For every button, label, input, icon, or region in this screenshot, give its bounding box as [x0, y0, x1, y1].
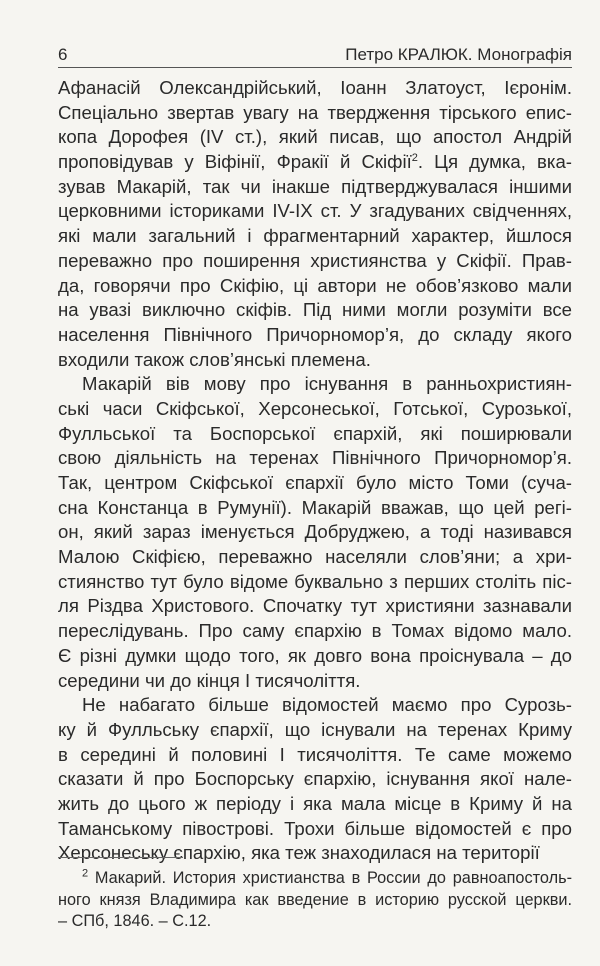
text-line [58, 76, 572, 101]
line-text: жить до цього ж періоду і яка мала місце в Криму й на [58, 792, 572, 814]
text-line [58, 249, 572, 274]
text-line [58, 101, 572, 126]
text-line [58, 817, 572, 842]
line-text: Фулльської та Боспорської єпархій, які поширювали [58, 422, 572, 444]
text-line [58, 792, 572, 817]
text-line [58, 125, 572, 150]
line-text: Херсонеську єпархію, яка теж знаходилася на території [58, 842, 540, 864]
text-line [58, 743, 572, 768]
text-line [58, 175, 572, 200]
line-text: Афанасій Олександрійський, Іоанн Златоуст, Ієронім. [58, 77, 572, 98]
text-line [58, 693, 572, 718]
text-line [58, 397, 572, 422]
footnote-line [58, 890, 572, 912]
line-text: Макарій вів мову про існування в ранньохристиян- [82, 373, 572, 395]
body-text [58, 76, 572, 866]
text-line [58, 619, 572, 644]
text-line [58, 348, 572, 373]
paragraph [58, 372, 572, 693]
line-text: на увазі виключно скіфів. Під ними могли розуміти все [58, 299, 572, 321]
text-line [58, 372, 572, 397]
line-text: Таманському півострові. Трохи більше відомостей є про [58, 817, 572, 839]
line-text: проповідував у Віфінії, Фракії й Скіфії [58, 151, 412, 173]
footnote-reference: 2 [411, 151, 418, 164]
text-line [58, 422, 572, 447]
line-text: . Ця думка, вка- [417, 151, 572, 173]
text-line [58, 545, 572, 570]
line-text: церковними істориками IV-IX ст. У згадуваних свідченнях, [58, 200, 572, 222]
text-line [58, 570, 572, 595]
text-line [58, 471, 572, 496]
line-text: переважно про поширення християнства у Скіфії. Прав- [58, 249, 572, 271]
paragraph [58, 693, 572, 866]
text-line [58, 718, 572, 743]
line-text: свою діяльність на теренах Північного Причорномор’я. [58, 447, 572, 469]
line-text: Є різні думки щодо того, як довго вона проіснувала – до [58, 644, 572, 666]
footnote-line [58, 868, 572, 890]
line-text: Не набагато більше відомостей маємо про Сурозь- [82, 694, 572, 716]
text-line [58, 224, 572, 249]
line-text: сна Констанцa в Румунії). Макарій вважав, що цей регі- [58, 496, 572, 518]
footnote-text: – СПб, 1846. – С.12. [58, 912, 212, 930]
line-text: зував Макарій, так чи інакше підтверджувалася іншими [58, 175, 572, 197]
line-text: стиянство тут було відоме буквально з перших століть піс- [58, 570, 572, 592]
line-text: ля Різдва Христового. Спочатку тут християни зазнавали [58, 595, 572, 617]
line-text: входили також слов’янські племена. [58, 348, 371, 370]
text-line [58, 298, 572, 323]
text-line [58, 669, 572, 694]
footnote-divider [58, 857, 183, 858]
line-text: населення Північного Причорномор’я, до складу якого [58, 323, 572, 345]
line-text: переслідувань. Про саму єпархію в Томах відомо мало. [58, 620, 572, 642]
line-text: копа Дорофея (IV ст.), який писав, що апостол Андрій [58, 126, 572, 148]
paragraph [58, 76, 572, 372]
page-number: 6 [58, 45, 68, 64]
line-text: да, говорячи про Скіфію, ці автори не обов’язково мали [58, 274, 572, 296]
text-line [58, 644, 572, 669]
line-text: он, який зараз іменується Добруджею, а тоді називався [58, 521, 572, 543]
line-text: Малою Скіфією, переважно населяли слов’яни; а хри- [58, 546, 572, 568]
text-line [58, 446, 572, 471]
text-line [58, 199, 572, 224]
running-header [58, 45, 572, 68]
text-line [58, 841, 572, 866]
footnote-text: Макарий. История христианства в России до равноапостоль- [88, 869, 572, 887]
text-line [58, 496, 572, 521]
line-text: Спеціально звертав увагу на твердження тірського епис- [58, 101, 572, 123]
footnote-text: ного князя Владимира как введение в историю русской церкви. [58, 890, 572, 909]
text-line [58, 594, 572, 619]
line-text: які мали загальний і фрагментарний характер, йшлося [58, 225, 572, 247]
footnote-line [58, 911, 572, 933]
text-line [58, 323, 572, 348]
text-line [58, 274, 572, 299]
text-line [58, 150, 572, 175]
running-title: Петро КРАЛЮК. Монографія [345, 45, 572, 64]
line-text: Так, центром Скіфської єпархії було місто Томи (суча- [58, 472, 572, 493]
line-text: ку й Фулльську єпархії, що існували на теренах Криму [58, 718, 572, 740]
footnote-marker: 2 [82, 867, 89, 880]
line-text: середини чи до кінця І тисячоліття. [58, 669, 361, 691]
line-text: ські часи Скіфської, Херсонеської, Готської, Сурозької, [58, 397, 572, 419]
footnote [58, 868, 572, 933]
text-line [58, 520, 572, 545]
line-text: в середині й половині І тисячоліття. Те саме можемо [58, 743, 572, 765]
line-text: сказати й про Боспорську єпархію, існування якої нале- [58, 768, 572, 790]
text-line [58, 767, 572, 792]
